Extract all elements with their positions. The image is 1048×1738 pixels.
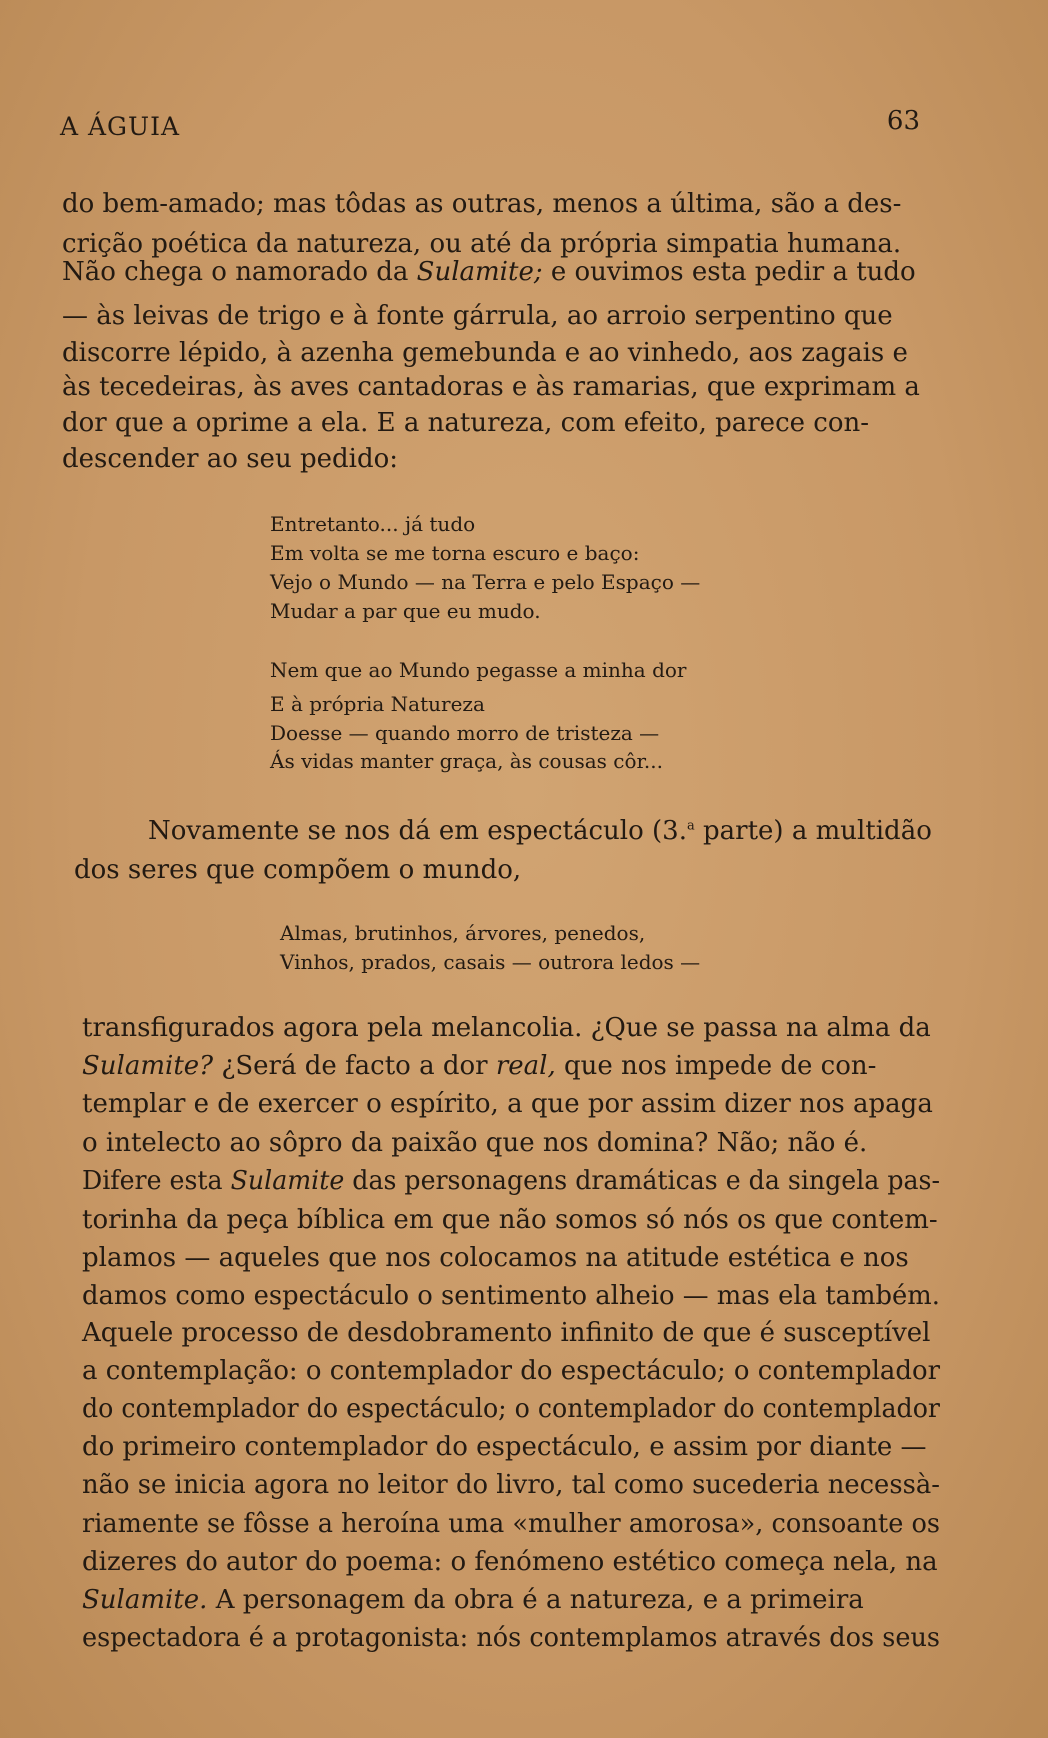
text-line: riamente se fôsse a heroína uma «mulher amorosa», consoante os (82, 1509, 940, 1539)
verse-line: Nem que ao Mundo pegasse a minha dor (270, 658, 687, 682)
text-line: Novamente se nos dá em espectáculo (3.$^a$ parte) a multidão (148, 816, 932, 846)
text-line: do contemplador do espectáculo; o contemplador do contemplador (82, 1394, 940, 1424)
text-line: o intelecto ao sôpro da paixão que nos domina? Não; não é. (82, 1128, 868, 1158)
text-line: dizeres do autor do poema: o fenómeno estético começa nela, na (82, 1547, 938, 1577)
text-line: dos seres que compõem o mundo, (74, 855, 522, 885)
page-number: 63 (886, 106, 920, 136)
text-line: não se inicia agora no leitor do livro, tal como sucederia necessà- (82, 1470, 940, 1500)
verse-line: Entretanto... já tudo (270, 512, 476, 536)
text-line: às tecedeiras, às aves cantadoras e às ramarias, que exprimam a (62, 372, 920, 402)
text-line: damos como espectáculo o sentimento alheio — mas ela também. (82, 1281, 940, 1311)
text-line: plamos — aqueles que nos colocamos na atitude estética e nos (82, 1243, 909, 1273)
text-line: — às leivas de trigo e à fonte gárrula, ao arroio serpentino que (62, 301, 893, 331)
text-line: do primeiro contemplador do espectáculo, e assim por diante — (82, 1432, 927, 1462)
text-line: Difere esta Sulamite das personagens dramáticas e da singela pas- (82, 1166, 940, 1196)
page-header (60, 106, 920, 152)
verse-line: Em volta se me torna escuro e baço: (270, 541, 640, 565)
text-line: Sulamite? ¿Será de facto a dor real, que nos impede de con- (82, 1051, 877, 1081)
text-line: transfigurados agora pela melancolia. ¿Que se passa na alma da (82, 1013, 931, 1043)
text-line: crição poética da natureza, ou até da própria simpatia humana. (62, 229, 902, 259)
text-line: templar e de exercer o espírito, a que por assim dizer nos apaga (82, 1089, 933, 1119)
text-line: torinha da peça bíblica em que não somos só nós os que contem- (82, 1205, 938, 1235)
text-line: Não chega o namorado da Sulamite; e ouvimos esta pedir a tudo (62, 257, 916, 287)
verse-line: Almas, brutinhos, árvores, penedos, (280, 921, 646, 945)
running-title: A ÁGUIA (60, 112, 181, 141)
verse-line: Vinhos, prados, casais — outrora ledos — (280, 950, 701, 974)
text-line: espectadora é a protagonista: nós contemplamos através dos seus (82, 1623, 941, 1653)
text-line: dor que a oprime a ela. E a natureza, com efeito, parece con- (62, 408, 870, 438)
text-line: Aquele processo de desdobramento infinito de que é susceptível (82, 1318, 931, 1348)
verse-line: Ás vidas manter graça, às cousas côr... (270, 749, 663, 773)
verse-line: Vejo o Mundo — na Terra e pelo Espaço — (270, 570, 701, 594)
text-line: a contemplação: o contemplador do espectáculo; o contemplador (82, 1356, 941, 1386)
verse-line: Doesse — quando morro de tristeza — (270, 721, 660, 745)
verse-line: Mudar a par que eu mudo. (270, 599, 541, 623)
text-line: Sulamite. A personagem da obra é a natureza, e a primeira (82, 1585, 864, 1615)
text-line: discorre lépido, à azenha gemebunda e ao vinhedo, aos zagais e (62, 338, 908, 368)
text-line: do bem-amado; mas tôdas as outras, menos a última, são a des- (62, 189, 902, 219)
text-line: descender ao seu pedido: (62, 444, 398, 474)
verse-line: E à própria Natureza (270, 692, 485, 716)
italic-name: Sulamite; (416, 257, 543, 287)
